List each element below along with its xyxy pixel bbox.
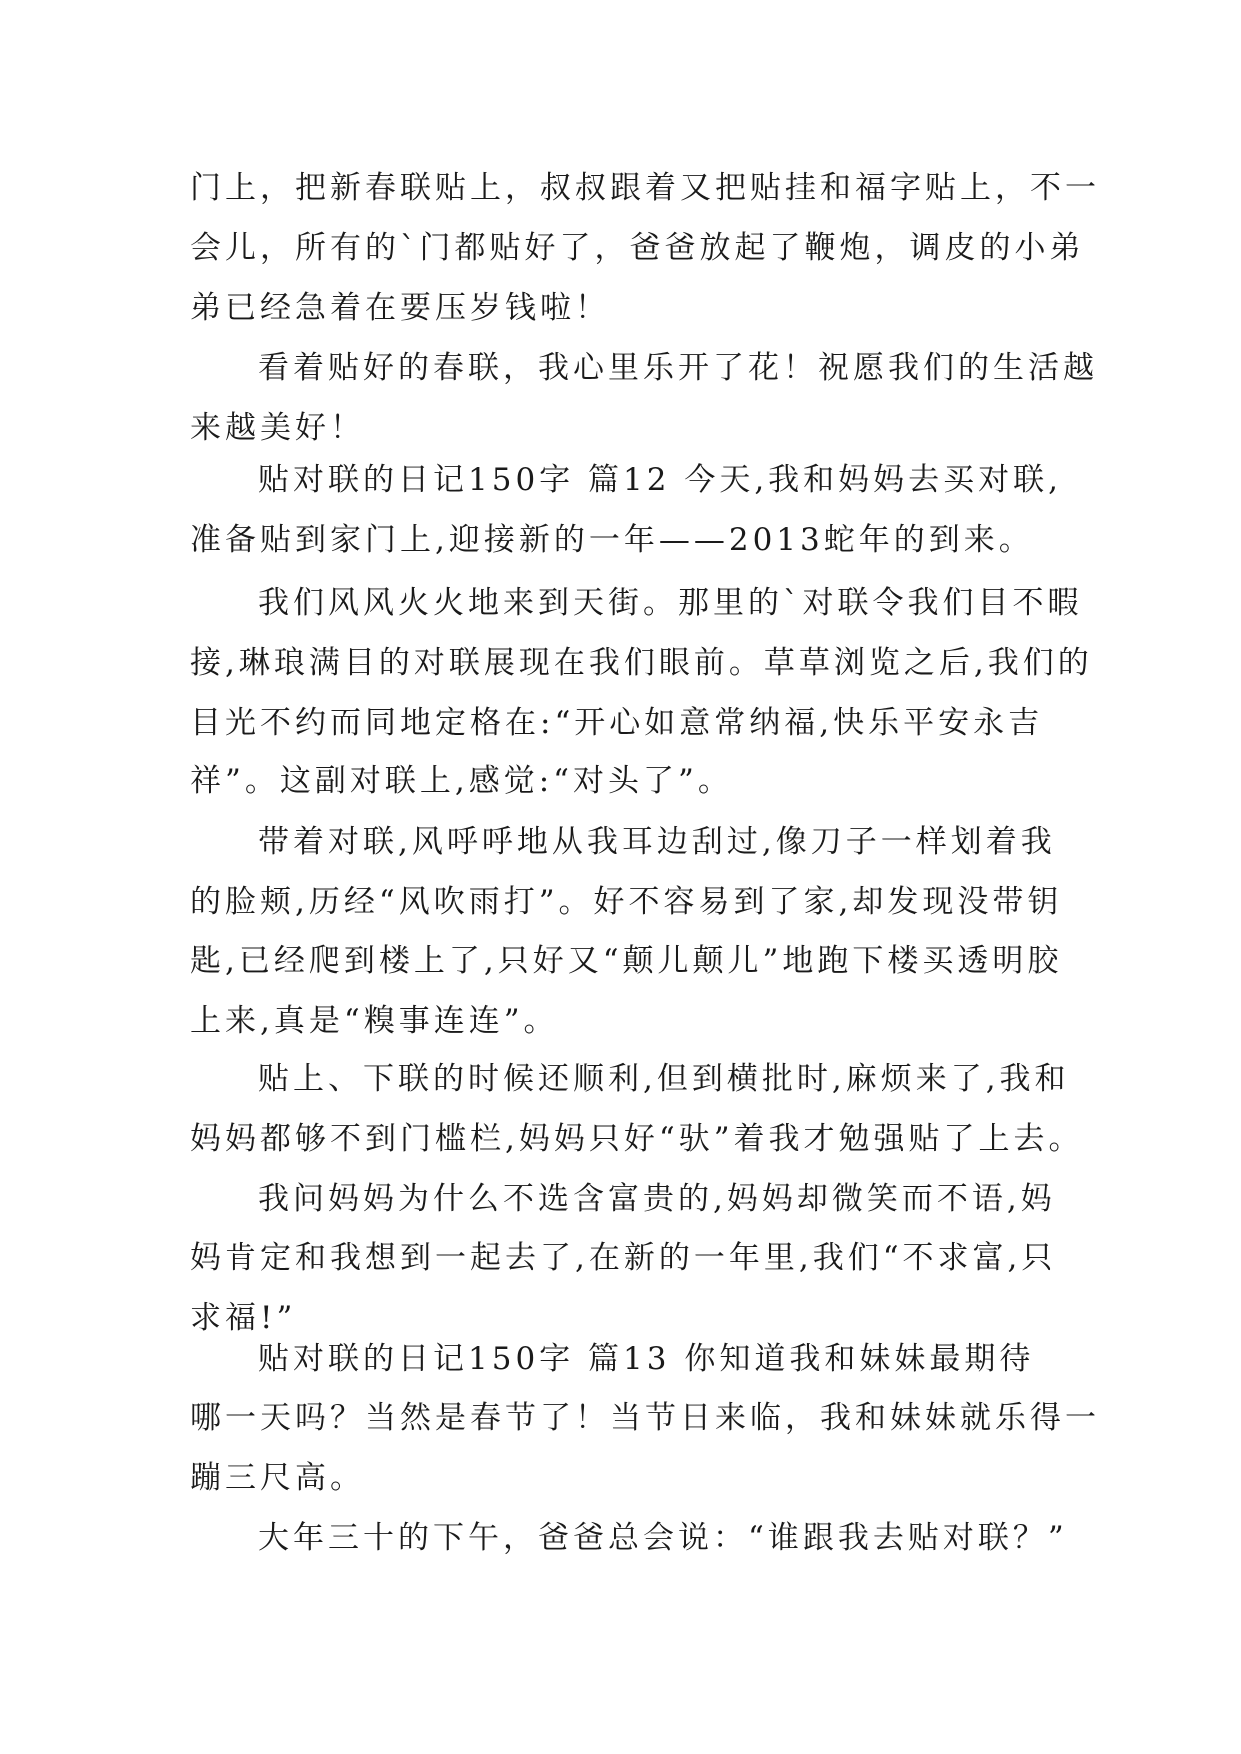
text-line: 上来,真是“糗事连连”。	[190, 1003, 559, 1039]
text-line: 会儿，所有的`门都贴好了，爸爸放起了鞭炮，调皮的小弟	[190, 230, 1085, 266]
text-line: 目光不约而同地定格在:“开心如意常纳福,快乐平安永吉	[190, 705, 1044, 741]
paragraph-start: 带着对联,风呼呼地从我耳边刮过,像刀子一样划着我	[258, 824, 1056, 860]
paragraph-start: 贴上、下联的时候还顺利,但到横批时,麻烦来了,我和	[258, 1061, 1070, 1097]
text-line: 妈肯定和我想到一起去了,在新的一年里,我们“不求富,只	[190, 1240, 1057, 1276]
paragraph-start: 大年三十的下午，爸爸总会说：“谁跟我去贴对联？”	[258, 1520, 1068, 1556]
text-line: 门上，把新春联贴上，叔叔跟着又把贴挂和福字贴上，不一	[190, 170, 1100, 206]
text-line: 准备贴到家门上,迎接新的一年——2013蛇年的到来。	[190, 522, 1034, 558]
text-line: 匙,已经爬到楼上了,只好又“颠儿颠儿”地跑下楼买透明胶	[190, 943, 1063, 979]
text-line: 妈妈都够不到门槛栏,妈妈只好“驮”着我才勉强贴了上去。	[190, 1121, 1084, 1157]
text-line: 哪一天吗？当然是春节了！当节日来临，我和妹妹就乐得一	[190, 1400, 1100, 1436]
paragraph-start: 我问妈妈为什么不选含富贵的,妈妈却微笑而不语,妈	[258, 1181, 1056, 1217]
paragraph-start: 看着贴好的春联，我心里乐开了花！祝愿我们的生活越	[258, 350, 1098, 386]
text-line: 的脸颊,历经“风吹雨打”。好不容易到了家,却发现没带钥	[190, 884, 1063, 920]
text-line: 蹦三尺高。	[190, 1460, 365, 1496]
text-line: 祥”。这副对联上,感觉:“对头了”。	[190, 763, 733, 799]
text-line: 接,琳琅满目的对联展现在我们眼前。草草浏览之后,我们的	[190, 645, 1093, 681]
paragraph-start: 我们风风火火地来到天街。那里的`对联令我们目不暇	[258, 585, 1083, 621]
text-line: 弟已经急着在要压岁钱啦！	[190, 290, 610, 326]
section-heading-13: 贴对联的日记150字 篇13 你知道我和妹妹最期待	[258, 1341, 1035, 1377]
text-line: 来越美好！	[190, 410, 365, 446]
text-line: 求福!”	[190, 1300, 297, 1336]
section-heading-12: 贴对联的日记150字 篇12 今天,我和妈妈去买对联,	[258, 462, 1063, 498]
